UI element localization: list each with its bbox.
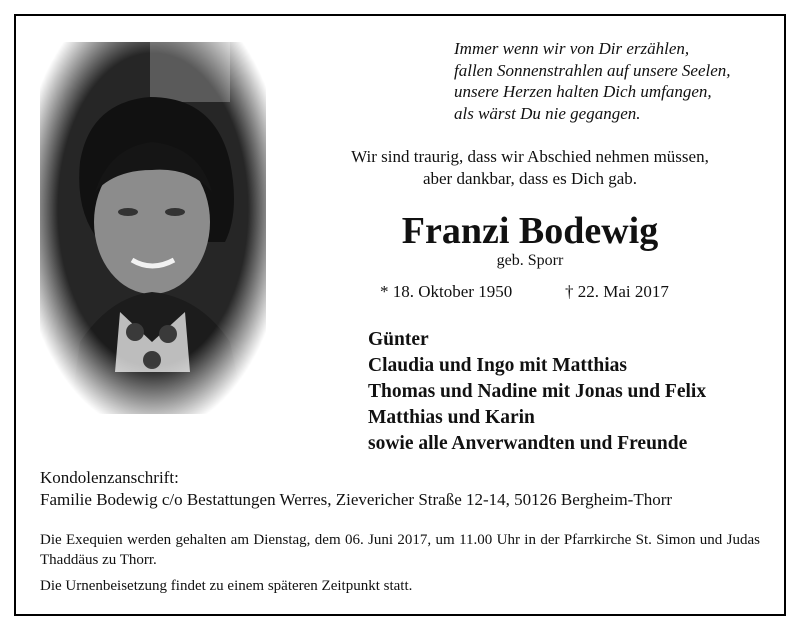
death-date: † 22. Mai 2017 (565, 282, 669, 301)
condolence-address-line: Familie Bodewig c/o Bestattungen Werres, Zievericher Straße 12-14, 50126 Bergheim-Thorr (40, 490, 673, 509)
mourner-line: sowie alle Anverwandten und Freunde (368, 433, 688, 454)
mourner-line: Matthias und Karin (368, 407, 535, 428)
birth-date: * 18. Oktober 1950 (380, 282, 513, 301)
condolence-address (40, 467, 672, 511)
mourners-list (368, 327, 706, 457)
farewell-line: Wir sind traurig, dass wir Abschied nehmen müssen, (351, 147, 709, 166)
farewell-line: aber dankbar, dass es Dich gab. (422, 169, 638, 188)
condolence-label: Kondolenzanschrift: (40, 468, 179, 487)
poem-line: unsere Herzen halten Dich umfangen, (454, 82, 712, 101)
funeral-service-info: Die Exequien werden gehalten am Dienstag, dem 06. Juni 2017, um 11.00 Uhr in der Pfarrkirche St. Simon und Judas Thaddäus zu Thorr. (40, 532, 760, 568)
deceased-name: Franzi Bodewig (401, 210, 659, 252)
farewell-text (290, 146, 770, 190)
urn-burial-info: Die Urnenbeisetzung findet zu einem späteren Zeitpunkt statt. (40, 578, 413, 594)
poem-line: als wärst Du nie gegangen. (454, 103, 641, 123)
poem (454, 38, 774, 124)
mourner-line: Thomas und Nadine mit Jonas und Felix (368, 381, 707, 402)
mourner-line: Claudia und Ingo mit Matthias (368, 355, 627, 376)
poem-line: fallen Sonnenstrahlen auf unsere Seelen, (454, 60, 731, 80)
poem-line: Immer wenn wir von Dir erzählen, (454, 39, 690, 58)
portrait-photo (40, 42, 266, 414)
birth-name: geb. Sporr (496, 252, 564, 269)
mourner-line: Günter (368, 329, 429, 350)
